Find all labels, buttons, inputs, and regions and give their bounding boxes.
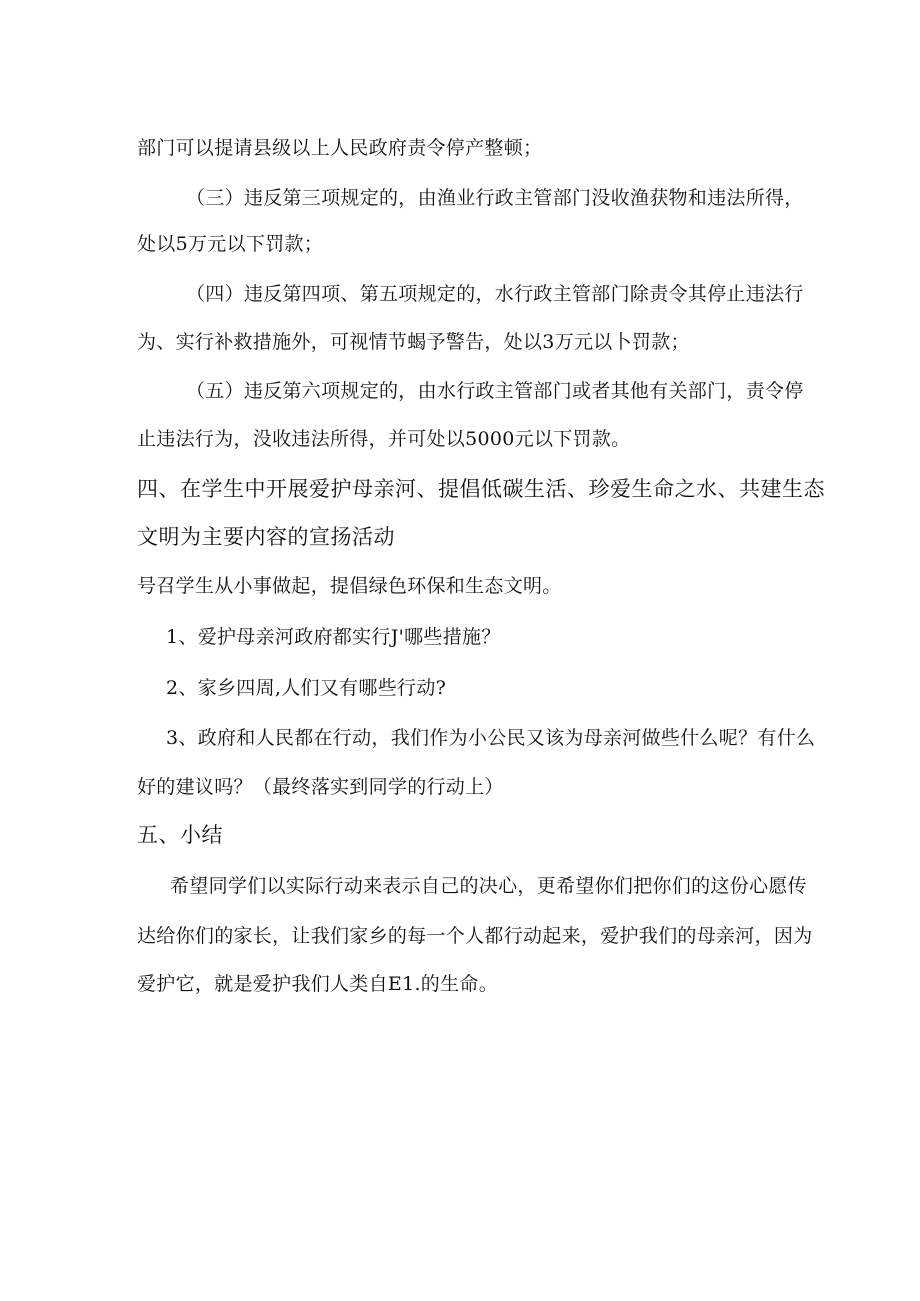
paragraph-line: （五）违反第六项规定的，由水行政主管部门或者其他有关部门，责令停 (186, 380, 804, 402)
paragraph-line: 部门可以提请县级以上人民政府责令停产整顿； (137, 137, 543, 159)
section-heading-4-cont: 文明为主要内容的宣扬活动 (137, 525, 395, 549)
summary-line: 达给你们的家长，让我们家乡的每一个人都行动起来，爱护我们的母亲河，因为 (137, 925, 813, 947)
section-heading-5: 五、小结 (137, 823, 223, 847)
question-3: 3、政府和人民都在行动，我们作为小公民又该为母亲河做些什么呢？有什么 (166, 727, 816, 749)
paragraph-line: （三）违反第三项规定的，由渔业行政主管部门没收渔获物和违法所得， (186, 187, 804, 209)
question-2: 2、家乡四周,人们又有哪些行动? (166, 677, 447, 699)
summary-line: 希望同学们以实际行动来表示自己的决心，更希望你们把你们的这份心愿传 (170, 875, 807, 897)
paragraph-line: 为、实行补救措施外，可视情节蝎予警告，处以3万元以卜罚款； (137, 331, 690, 353)
question-1: 1、爱护母亲河政府都实行J'哪些措施？ (166, 626, 501, 648)
section-intro: 号召学生从小事做起，提倡绿色环保和生态文明。 (137, 575, 562, 597)
paragraph-line: 止违法行为，没收违法所得，并可处以5000元以下罚款。 (137, 428, 631, 450)
summary-line: 爱护它，就是爱护我们人类自E1.的生命。 (137, 973, 498, 995)
paragraph-line: 处以5万元以下罚款； (137, 233, 324, 255)
question-3-cont: 好的建议吗？（最终落实到同学的行动上） (137, 776, 504, 798)
paragraph-line: （四）违反第四项、第五项规定的，水行政主管部门除责令其停止违法行 (186, 283, 804, 305)
section-heading-4: 四、在学生中开展爱护母亲河、提倡低碳生活、珍爱生命之水、共建生态 (137, 477, 825, 501)
